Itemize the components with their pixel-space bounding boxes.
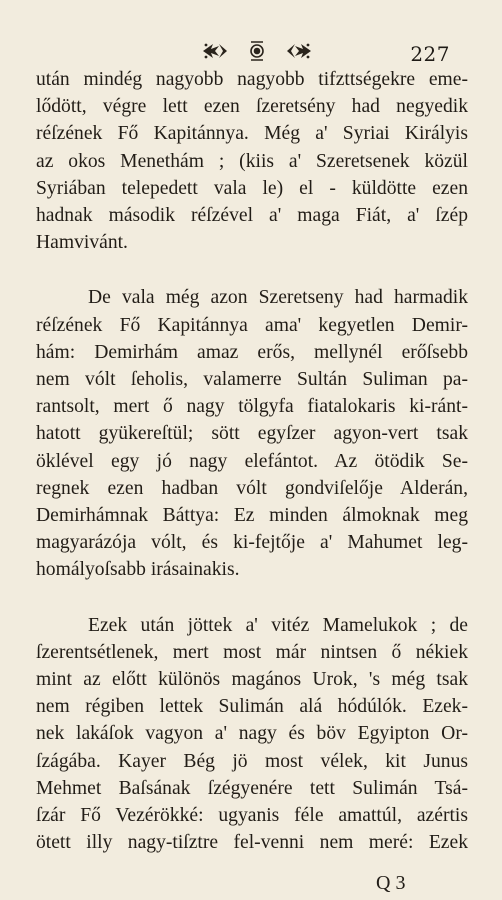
text-line: öklével egy jó nagy elefántot. Az ötödik Se- — [36, 450, 468, 472]
text-line: nek lakáſok vagyon a' nagy és böv Egyipton Or- — [36, 723, 468, 745]
text-line: mint az előtt különös magános Urok, 's még tsak — [36, 669, 468, 691]
text-line: ſzágába. Kayer Bég jö most vélek, kit Junus — [36, 750, 468, 772]
text-line: réſzének Fő Kapitánnya. Még a' Syriai Királyis — [36, 123, 468, 145]
text-line: De vala még azon Szeretseny had harmadik — [88, 287, 468, 309]
paragraph-1 — [36, 66, 468, 256]
text-line: rantsolt, mert ő nagy tölgyfa fiatalokaris ki-ránt- — [36, 396, 468, 418]
text-line: regnek ezen hadban vólt gondviſelője Alderán, — [36, 477, 468, 499]
text-line: homályoſsabb irásainakis. — [36, 559, 240, 581]
paragraph-gap — [36, 256, 468, 284]
paragraph-2 — [36, 284, 468, 583]
printer-ornament-icon — [197, 40, 317, 62]
text-line: nem vólt ſeholis, valamerre Sultán Suliman pa- — [36, 369, 468, 391]
text-line: hadnak második réſzével a' maga Fiát, a' ſzép — [36, 205, 468, 227]
page-header — [0, 40, 502, 64]
text-line: ſzár Fő Vezérökké: ugyanis féle amattúl, azértis — [36, 805, 468, 827]
text-line: Hamvivánt. — [36, 232, 128, 254]
text-line: ſzerentsétlenek, mert most már nintsen ő nékiek — [36, 641, 468, 663]
text-line: Ezek után jöttek a' vitéz Mamelukok ; de — [88, 614, 468, 636]
text-line: ötett illy nagy-tiſztre fel-venni nem meré: Ezek — [36, 832, 468, 854]
page-number: 227 — [410, 42, 450, 66]
paragraph-gap — [36, 584, 468, 612]
signature-mark: Q 3 — [376, 872, 406, 894]
text-line: után mindég nagyobb nagyobb tifzttségekre eme- — [36, 69, 468, 90]
text-line: nem régiben lettek Sulimán alá hódúlók. Ezek- — [36, 696, 468, 718]
text-line: Syriában telepedett vala le) el - küldötte ezen — [36, 177, 468, 199]
text-line: az okos Menethám ; (kiis a' Szeretsenek közül — [36, 150, 468, 172]
text-line: Demirhámnak Báttya: Ez minden álmoknak meg — [36, 505, 468, 527]
paragraph-3 — [36, 612, 468, 857]
text-line: Mehmet Baſsának ſzégyenére tett Sulimán Tsá- — [36, 777, 468, 799]
text-line: magyarázója vólt, és ki-fejtője a' Mahumet leg- — [36, 532, 468, 554]
text-line: hám: Demirhám amaz erős, mellynél erőſsebb — [36, 341, 468, 363]
text-line: lődött, végre lett ezen ſzeretsény had negyedik — [36, 96, 468, 118]
body-text — [36, 66, 468, 856]
text-line: réſzének Fő Kapitánnya ama' kegyetlen Demir- — [36, 314, 468, 336]
text-line: hatott gyükereſtül; sött egyſzer agyon-vert tsak — [36, 423, 468, 445]
